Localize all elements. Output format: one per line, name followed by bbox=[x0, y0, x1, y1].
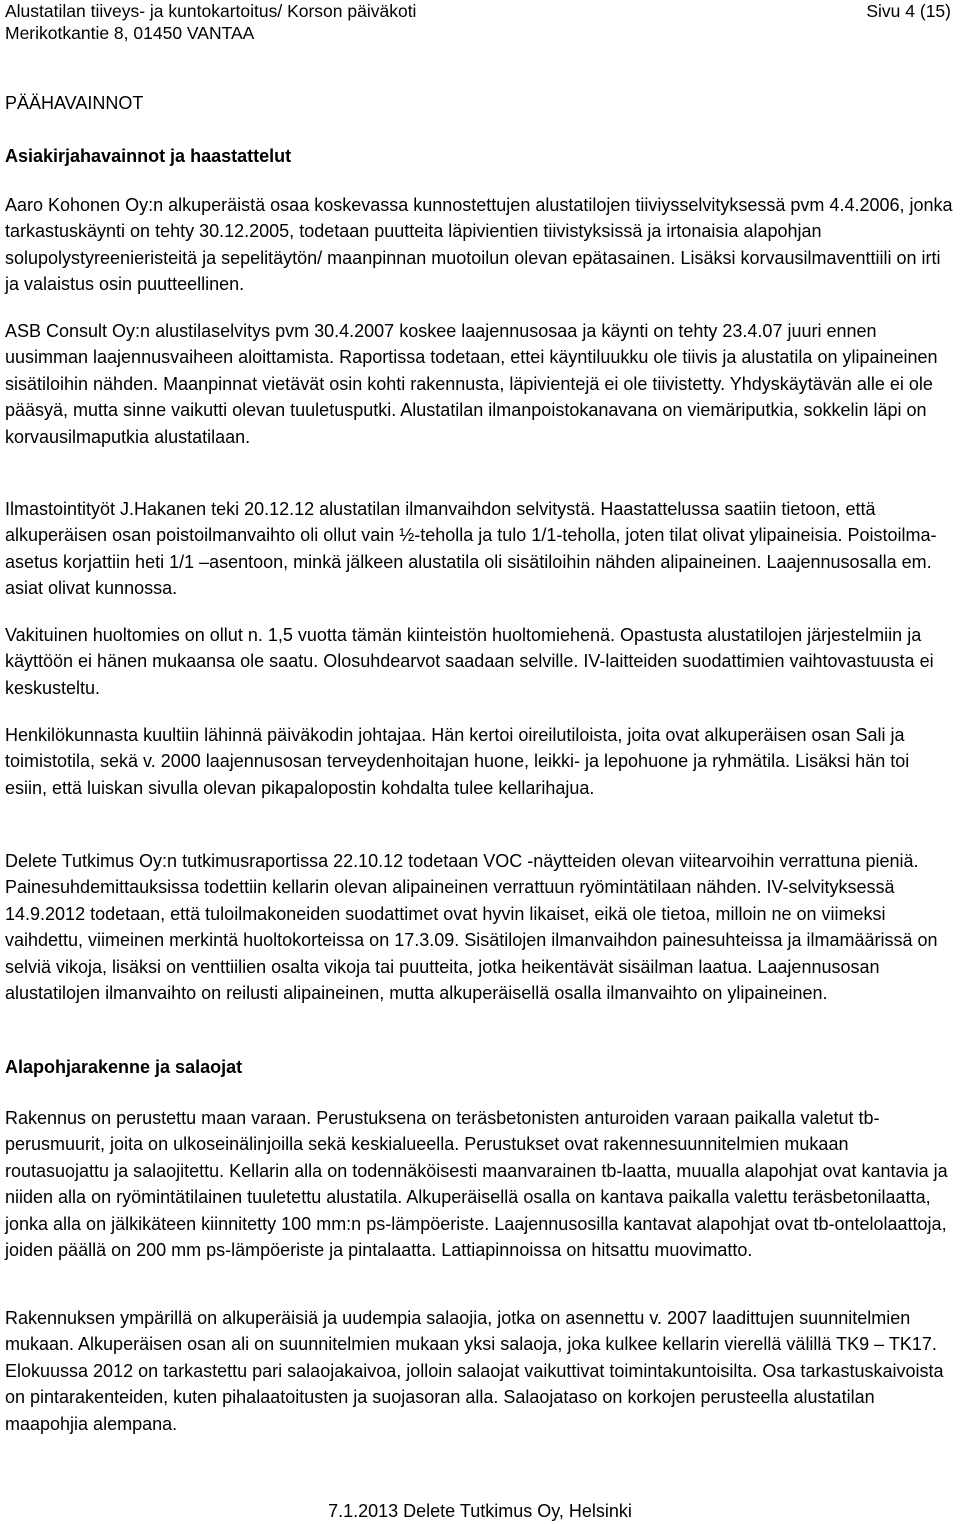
document-address: Merikotkantie 8, 01450 VANTAA bbox=[5, 23, 255, 43]
paragraph-asb-consult: ASB Consult Oy:n alustilaselvitys pvm 30.4.2007 koskee laajennusosaa ja käynti on tehty 23.4.07 juuri ennen uusimman laajennusvaiheen aloittamista. Raportissa todetaan, ettei käyntiluukku ole tiivis ja alustatila on ylipaineinen sisätiloihin nähden. Maanpinnat vietävät osin kohti rakennusta, läpivientejä ei ole tiivistetty. Yhdyskäytävän alle ei ole pääsyä, mutta sinne vaikutti olevan tuuletusputki. Alustatilan ilmanpoistokanavana on viemäriputkia, sokkelin läpi on korvausilmaputkia alustatilaan. bbox=[5, 321, 938, 447]
section-heading-documents: Asiakirjahavainnot ja haastattelut bbox=[5, 146, 292, 166]
paragraph-aaro-kohonen: Aaro Kohonen Oy:n alkuperäistä osaa koskevassa kunnostettujen alustatilojen tiiviysselvityksessä pvm 4.4.2006, jonka tarkastuskäynti on tehty 30.12.2005, todetaan puutteita läpivientien tiivistyksissä ja irtonaisia alapohjan solupolystyreenieristeitä ja sepelitäytön/ maanpinnan muotoilun olevan epätasainen. Lisäksi korvausilmaventtiili on irti ja valaistus osin puutteellinen. bbox=[5, 195, 953, 295]
paragraph-salaojat: Rakennuksen ympärillä on alkuperäisiä ja uudempia salaojia, jotka on asennettu v. 2007 laadittujen suunnitelmien mukaan. Alkuperäisen osan ali on suunnitelmien mukaan yksi salaoja, joka kulkee kellarin vierellä välillä TK9 – TK17. Elokuussa 2012 on tarkastettu pari salaojakaivoa, jolloin salaojat vaikuttivat toimintakuntoisilta. Osa tarkastuskaivoista on pintarakenteiden, kuten pihalaatoitusten ja suojasoran alla. Salaojataso on korkojen perusteella alustatilan maapohjia alempana. bbox=[5, 1308, 944, 1434]
paragraph-huoltomies: Vakituinen huoltomies on ollut n. 1,5 vuotta tämän kiinteistön huoltomiehenä. Opastusta alustatilojen järjestelmiin ja käyttöön ei hänen mukaansa ole saatu. Olosuhdearvot saadaan selville. IV-laitteiden suodattimien vaihtovastuusta ei keskusteltu. bbox=[5, 625, 934, 698]
main-heading: PÄÄHAVAINNOT bbox=[5, 93, 144, 113]
paragraph-henkilokunta: Henkilökunnasta kuultiin lähinnä päiväkodin johtajaa. Hän kertoi oireilutiloista, joita ovat alkuperäisen osan Sali ja toimistotila, sekä v. 2000 laajennusosan terveydenhoitajan huone, leikki- ja lepohuone ja ryhmätila. Lisäksi hän toi esiin, että luiskan sivulla olevan pikapalopostin kohdalta tulee kellarihajua. bbox=[5, 725, 910, 798]
paragraph-rakennus: Rakennus on perustettu maan varaan. Perustuksena on teräsbetonisten anturoiden varaan paikalla valetut tb-perusmuurit, joita on ulkoseinälinjoilla sekä keskialueella. Perustukset ovat rakennesuunnitelmien mukaan routasuojattu ja salaojitettu. Kellarin alla on todennäköisesti maanvarainen tb-laatta, muualla alapohjat ovat kantavia ja niiden alla on ryömintätilainen tuuletettu alustatila. Alkuperäisellä osalla on kantava paikalla valettu teräsbetonilaatta, jonka alla on jälkikäteen kiinnitetty 100 mm:n ps-lämpöeriste. Laajennusosilla kantavat alapohjat ovat tb-ontelolaattoja, joiden päällä on 200 mm ps-lämpöeriste ja pintalaatta. Lattiapinnoissa on hitsattu muovimatto. bbox=[5, 1108, 948, 1261]
section-heading-foundation: Alapohjarakenne ja salaojat bbox=[5, 1057, 243, 1077]
paragraph-ilmastointityot: Ilmastointityöt J.Hakanen teki 20.12.12 alustatilan ilmanvaihdon selvitystä. Haastattelussa saatiin tietoon, että alkuperäisen osan poistoilmanvaihto oli ollut vain ½-teholla ja tulo 1/1-teholla, joten tilat olivat ylipaineisia. Poistoilma-asetus korjattiin heti 1/1 –asentoon, minkä jälkeen alustatila oli sisätiloihin nähden alipaineinen. Laajennusosalla em. asiat olivat kunnossa. bbox=[5, 499, 937, 599]
page-number: Sivu 4 (15) bbox=[866, 1, 951, 21]
paragraph-delete-tutkimus: Delete Tutkimus Oy:n tutkimusraportissa 22.10.12 todetaan VOC -näytteiden olevan viitearvoihin verrattuna pieniä. Painesuhdemittauksissa todettiin kellarin olevan alipaineinen verrattuun ryömintätilaan nähden. IV-selvityksessä 14.9.2012 todetaan, että tuloilmakoneiden suodattimet ovat hyvin likaiset, eikä ole tietoa, milloin ne on viimeksi vaihdettu, viimeinen merkintä huoltokorteissa on 17.3.09. Sisätilojen ilmanvaihdon painesuhteissa ja ilmamäärissä on selviä vikoja, lisäksi on venttiilien osalta vikoja tai puutteita, jotka heikentävät sisäilman laatua. Laajennusosan alustatilojen ilmanvaihto on reilusti alipaineinen, mutta alkuperäisellä osalla ilmanvaihto on ylipaineinen. bbox=[5, 851, 938, 1004]
document-title: Alustatilan tiiveys- ja kuntokartoitus/ Korson päiväkoti bbox=[5, 1, 417, 21]
page-footer: 7.1.2013 Delete Tutkimus Oy, Helsinki bbox=[328, 1501, 632, 1521]
page-header-left bbox=[5, 0, 416, 44]
